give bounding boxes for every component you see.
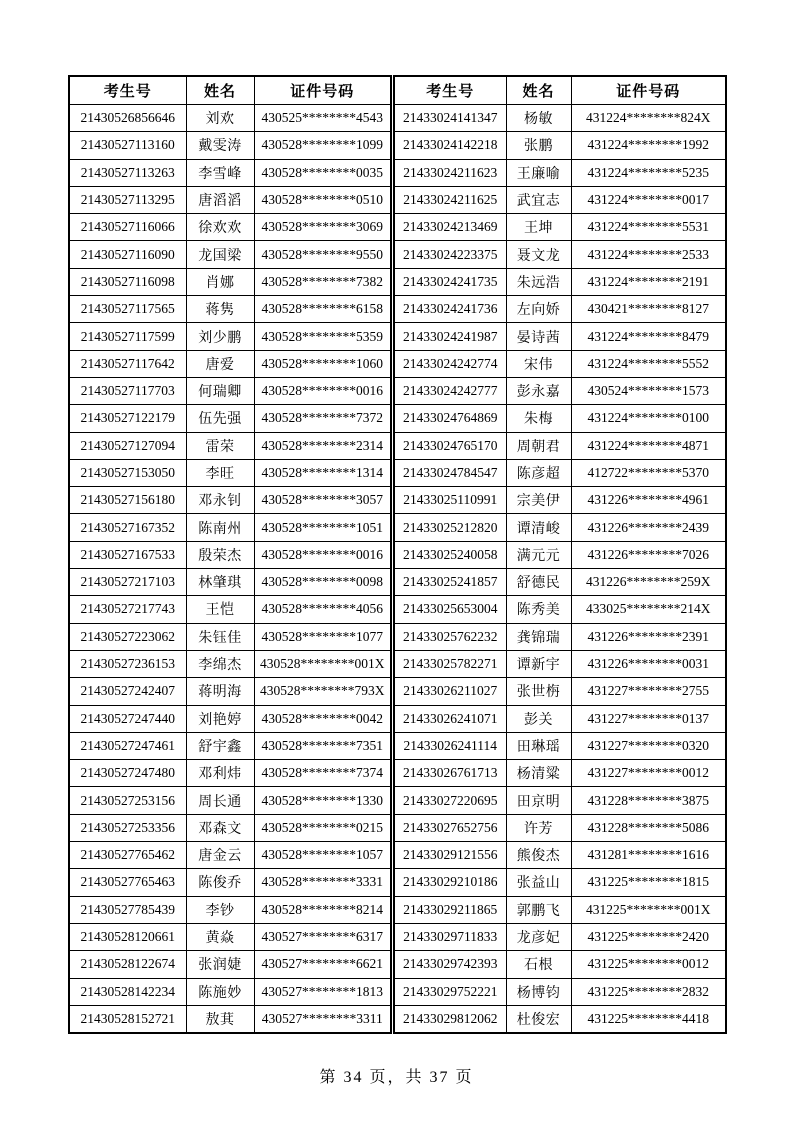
- name-cell: 朱梅: [506, 405, 571, 432]
- table-row: [69, 296, 391, 323]
- name-cell: 龚锦瑞: [506, 623, 571, 650]
- table-row: [69, 732, 391, 759]
- exam-number-cell: 21430527247480: [69, 760, 186, 787]
- name-cell: 刘欢: [186, 105, 254, 132]
- id-number-cell: 431227********0012: [571, 760, 726, 787]
- exam-number-cell: 21430527236153: [69, 650, 186, 677]
- exam-number-cell: 21433029742393: [394, 951, 506, 978]
- exam-number-cell: 21430527122179: [69, 405, 186, 432]
- name-cell: 许芳: [506, 814, 571, 841]
- exam-number-cell: 21430528152721: [69, 1005, 186, 1033]
- name-cell: 朱远浩: [506, 268, 571, 295]
- name-cell: 邓利炜: [186, 760, 254, 787]
- id-number-cell: 430528********0016: [254, 541, 391, 568]
- table-row: [69, 760, 391, 787]
- table-row: [69, 377, 391, 404]
- table-row: [69, 869, 391, 896]
- exam-number-cell: 21433024141347: [394, 105, 506, 132]
- table-row: [394, 159, 726, 186]
- id-number-cell: 431226********259X: [571, 569, 726, 596]
- table-row: [69, 186, 391, 213]
- table-row: [69, 459, 391, 486]
- name-cell: 戴雯涛: [186, 132, 254, 159]
- table-row: [394, 951, 726, 978]
- id-number-cell: 431226********2439: [571, 514, 726, 541]
- name-cell: 田京明: [506, 787, 571, 814]
- name-cell: 唐爱: [186, 350, 254, 377]
- exam-number-cell: 21433024241736: [394, 296, 506, 323]
- name-cell: 张鹏: [506, 132, 571, 159]
- table-row: [69, 241, 391, 268]
- id-number-cell: 430528********7382: [254, 268, 391, 295]
- name-cell: 熊俊杰: [506, 842, 571, 869]
- id-number-cell: 431225********2420: [571, 923, 726, 950]
- table-row: [69, 214, 391, 241]
- name-cell: 晏诗茜: [506, 323, 571, 350]
- id-number-cell: 431225********2832: [571, 978, 726, 1005]
- name-cell: 石根: [506, 951, 571, 978]
- table-row: [69, 1005, 391, 1033]
- id-number-cell: 430528********5359: [254, 323, 391, 350]
- id-number-cell: 431224********1992: [571, 132, 726, 159]
- table-row: [394, 186, 726, 213]
- table-row: [394, 923, 726, 950]
- exam-number-cell: 21430527113160: [69, 132, 186, 159]
- exam-number-cell: 21433024242777: [394, 377, 506, 404]
- exam-number-cell: 21430528142234: [69, 978, 186, 1005]
- table-row: [69, 323, 391, 350]
- exam-number-cell: 21433025782271: [394, 650, 506, 677]
- table-row: [394, 814, 726, 841]
- table-row: [69, 405, 391, 432]
- table-row: [394, 377, 726, 404]
- id-number-cell: 430528********8214: [254, 896, 391, 923]
- table-row: [394, 323, 726, 350]
- name-cell: 殷荣杰: [186, 541, 254, 568]
- id-number-cell: 430528********793X: [254, 678, 391, 705]
- exam-number-cell: 21430527765462: [69, 842, 186, 869]
- exam-number-cell: 21433024211625: [394, 186, 506, 213]
- table-row: [394, 487, 726, 514]
- table-row: [394, 978, 726, 1005]
- table-row: [394, 514, 726, 541]
- table-row: [69, 814, 391, 841]
- exam-number-cell: 21433027220695: [394, 787, 506, 814]
- exam-number-cell: 21433024213469: [394, 214, 506, 241]
- name-cell: 邓永钊: [186, 487, 254, 514]
- exam-number-cell: 21430526856646: [69, 105, 186, 132]
- exam-number-cell: 21433024764869: [394, 405, 506, 432]
- table-row: [69, 787, 391, 814]
- table-row: [394, 350, 726, 377]
- table-row: [394, 760, 726, 787]
- table-row: [69, 350, 391, 377]
- id-number-cell: 430528********3069: [254, 214, 391, 241]
- id-number-cell: 431224********0100: [571, 405, 726, 432]
- exam-number-cell: 21433026761713: [394, 760, 506, 787]
- name-cell: 伍先强: [186, 405, 254, 432]
- table-row: [394, 569, 726, 596]
- name-cell: 田琳瑶: [506, 732, 571, 759]
- exam-number-cell: 21430527223062: [69, 623, 186, 650]
- name-cell: 郭鹏飞: [506, 896, 571, 923]
- id-number-cell: 430528********001X: [254, 650, 391, 677]
- exam-number-cell: 21433026241071: [394, 705, 506, 732]
- id-number-cell: 430528********1099: [254, 132, 391, 159]
- name-cell: 徐欢欢: [186, 214, 254, 241]
- name-cell: 李绵杰: [186, 650, 254, 677]
- header-exam-number: 考生号: [69, 76, 186, 105]
- id-number-cell: 431224********5235: [571, 159, 726, 186]
- id-number-cell: 430527********6621: [254, 951, 391, 978]
- name-cell: 周朝君: [506, 432, 571, 459]
- exam-number-cell: 21433026211027: [394, 678, 506, 705]
- name-cell: 王坤: [506, 214, 571, 241]
- id-number-cell: 431227********2755: [571, 678, 726, 705]
- table-row: [394, 132, 726, 159]
- id-number-cell: 430527********3311: [254, 1005, 391, 1033]
- name-cell: 杨清粱: [506, 760, 571, 787]
- name-cell: 王廉喻: [506, 159, 571, 186]
- name-cell: 陈施妙: [186, 978, 254, 1005]
- id-number-cell: 431228********5086: [571, 814, 726, 841]
- id-number-cell: 431228********3875: [571, 787, 726, 814]
- exam-number-cell: 21433025762232: [394, 623, 506, 650]
- exam-number-cell: 21433024223375: [394, 241, 506, 268]
- id-number-cell: 431225********4418: [571, 1005, 726, 1033]
- table-row: [394, 214, 726, 241]
- id-number-cell: 430528********1314: [254, 459, 391, 486]
- name-cell: 彭永嘉: [506, 377, 571, 404]
- table-row: [69, 842, 391, 869]
- name-cell: 蒋明海: [186, 678, 254, 705]
- header-id-number: 证件号码: [254, 76, 391, 105]
- exam-number-cell: 21433029812062: [394, 1005, 506, 1033]
- id-number-cell: 431281********1616: [571, 842, 726, 869]
- exam-number-cell: 21433024242774: [394, 350, 506, 377]
- id-number-cell: 430528********0035: [254, 159, 391, 186]
- exam-number-cell: 21433029121556: [394, 842, 506, 869]
- name-cell: 龙彦妃: [506, 923, 571, 950]
- table-row: [394, 459, 726, 486]
- name-cell: 朱钰佳: [186, 623, 254, 650]
- header-name: 姓名: [186, 76, 254, 105]
- id-number-cell: 430528********1330: [254, 787, 391, 814]
- exam-number-cell: 21430527217103: [69, 569, 186, 596]
- name-cell: 唐金云: [186, 842, 254, 869]
- name-cell: 陈秀美: [506, 596, 571, 623]
- exam-number-cell: 21430527156180: [69, 487, 186, 514]
- name-cell: 武宜志: [506, 186, 571, 213]
- id-number-cell: 431224********4871: [571, 432, 726, 459]
- id-number-cell: 430528********0042: [254, 705, 391, 732]
- exam-number-cell: 21430527167533: [69, 541, 186, 568]
- exam-number-cell: 21433024241987: [394, 323, 506, 350]
- name-cell: 杨博钧: [506, 978, 571, 1005]
- exam-number-cell: 21430527253156: [69, 787, 186, 814]
- table-row: [394, 296, 726, 323]
- exam-number-cell: 21430528122674: [69, 951, 186, 978]
- name-cell: 陈俊乔: [186, 869, 254, 896]
- exam-number-cell: 21433024765170: [394, 432, 506, 459]
- table-header-row: [394, 76, 726, 105]
- table-row: [394, 405, 726, 432]
- name-cell: 邓森文: [186, 814, 254, 841]
- exam-number-cell: 21430527113295: [69, 186, 186, 213]
- exam-number-cell: 21433029711833: [394, 923, 506, 950]
- table-row: [69, 569, 391, 596]
- id-number-cell: 430528********1051: [254, 514, 391, 541]
- table-row: [394, 650, 726, 677]
- table-row: [69, 978, 391, 1005]
- table-row: [69, 541, 391, 568]
- id-number-cell: 431224********5531: [571, 214, 726, 241]
- name-cell: 敖萁: [186, 1005, 254, 1033]
- name-cell: 黄焱: [186, 923, 254, 950]
- name-cell: 雷荣: [186, 432, 254, 459]
- id-number-cell: 430528********7372: [254, 405, 391, 432]
- table-row: [69, 268, 391, 295]
- exam-number-cell: 21430527765463: [69, 869, 186, 896]
- candidate-roster: [68, 75, 727, 1034]
- id-number-cell: 431227********0137: [571, 705, 726, 732]
- id-number-cell: 430525********4543: [254, 105, 391, 132]
- id-number-cell: 431226********0031: [571, 650, 726, 677]
- exam-number-cell: 21433025241857: [394, 569, 506, 596]
- id-number-cell: 430524********1573: [571, 377, 726, 404]
- name-cell: 张世栴: [506, 678, 571, 705]
- id-number-cell: 412722********5370: [571, 459, 726, 486]
- exam-number-cell: 21430527113263: [69, 159, 186, 186]
- id-number-cell: 430528********0016: [254, 377, 391, 404]
- name-cell: 张益山: [506, 869, 571, 896]
- table-row: [394, 432, 726, 459]
- name-cell: 宗美伊: [506, 487, 571, 514]
- table-row: [394, 1005, 726, 1033]
- table-row: [394, 842, 726, 869]
- name-cell: 宋伟: [506, 350, 571, 377]
- table-row: [69, 896, 391, 923]
- table-row: [69, 951, 391, 978]
- id-number-cell: 430528********1060: [254, 350, 391, 377]
- table-row: [394, 268, 726, 295]
- candidate-table-left: [68, 75, 392, 1034]
- id-number-cell: 431224********8479: [571, 323, 726, 350]
- name-cell: 唐滔滔: [186, 186, 254, 213]
- id-number-cell: 430528********2314: [254, 432, 391, 459]
- name-cell: 舒德民: [506, 569, 571, 596]
- exam-number-cell: 21433025212820: [394, 514, 506, 541]
- exam-number-cell: 21430527116066: [69, 214, 186, 241]
- header-exam-number: 考生号: [394, 76, 506, 105]
- name-cell: 王恺: [186, 596, 254, 623]
- header-id-number: 证件号码: [571, 76, 726, 105]
- id-number-cell: 431227********0320: [571, 732, 726, 759]
- name-cell: 舒宇鑫: [186, 732, 254, 759]
- table-row: [394, 623, 726, 650]
- name-cell: 李雪峰: [186, 159, 254, 186]
- table-row: [394, 869, 726, 896]
- exam-number-cell: 21433025240058: [394, 541, 506, 568]
- id-number-cell: 430528********7351: [254, 732, 391, 759]
- id-number-cell: 430528********6158: [254, 296, 391, 323]
- name-cell: 陈彦超: [506, 459, 571, 486]
- table-row: [394, 541, 726, 568]
- exam-number-cell: 21433026241114: [394, 732, 506, 759]
- exam-number-cell: 21433029211865: [394, 896, 506, 923]
- table-row: [394, 732, 726, 759]
- id-number-cell: 431226********7026: [571, 541, 726, 568]
- id-number-cell: 430527********1813: [254, 978, 391, 1005]
- name-cell: 龙国梁: [186, 241, 254, 268]
- table-body-right: [394, 105, 726, 1034]
- id-number-cell: 430528********3331: [254, 869, 391, 896]
- id-number-cell: 430528********0098: [254, 569, 391, 596]
- table-row: [394, 678, 726, 705]
- name-cell: 肖娜: [186, 268, 254, 295]
- exam-number-cell: 21430527117565: [69, 296, 186, 323]
- exam-number-cell: 21430528120661: [69, 923, 186, 950]
- id-number-cell: 431224********2191: [571, 268, 726, 295]
- name-cell: 张润婕: [186, 951, 254, 978]
- name-cell: 谭清峻: [506, 514, 571, 541]
- name-cell: 彭关: [506, 705, 571, 732]
- id-number-cell: 430528********0510: [254, 186, 391, 213]
- id-number-cell: 430528********3057: [254, 487, 391, 514]
- id-number-cell: 430528********4056: [254, 596, 391, 623]
- table-row: [394, 596, 726, 623]
- exam-number-cell: 21430527117642: [69, 350, 186, 377]
- name-cell: 满元元: [506, 541, 571, 568]
- exam-number-cell: 21430527247440: [69, 705, 186, 732]
- exam-number-cell: 21430527117599: [69, 323, 186, 350]
- name-cell: 谭新宇: [506, 650, 571, 677]
- name-cell: 聂文龙: [506, 241, 571, 268]
- name-cell: 杨敏: [506, 105, 571, 132]
- name-cell: 陈南州: [186, 514, 254, 541]
- table-header-row: [69, 76, 391, 105]
- id-number-cell: 433025********214X: [571, 596, 726, 623]
- page-number-indicator: 第 34 页，共 37 页: [319, 1069, 474, 1086]
- exam-number-cell: 21430527153050: [69, 459, 186, 486]
- name-cell: 刘艳婷: [186, 705, 254, 732]
- table-row: [69, 487, 391, 514]
- table-row: [394, 896, 726, 923]
- id-number-cell: 431224********2533: [571, 241, 726, 268]
- id-number-cell: 431224********5552: [571, 350, 726, 377]
- name-cell: 何瑞卿: [186, 377, 254, 404]
- name-cell: 林肇琪: [186, 569, 254, 596]
- name-cell: 杜俊宏: [506, 1005, 571, 1033]
- name-cell: 李旺: [186, 459, 254, 486]
- exam-number-cell: 21433027652756: [394, 814, 506, 841]
- header-name: 姓名: [506, 76, 571, 105]
- name-cell: 李钞: [186, 896, 254, 923]
- exam-number-cell: 21430527247461: [69, 732, 186, 759]
- table-row: [69, 159, 391, 186]
- exam-number-cell: 21433029210186: [394, 869, 506, 896]
- table-row: [394, 105, 726, 132]
- exam-number-cell: 21433025110991: [394, 487, 506, 514]
- exam-number-cell: 21430527242407: [69, 678, 186, 705]
- id-number-cell: 430528********1057: [254, 842, 391, 869]
- id-number-cell: 431224********0017: [571, 186, 726, 213]
- name-cell: 左向娇: [506, 296, 571, 323]
- table-row: [69, 678, 391, 705]
- exam-number-cell: 21430527253356: [69, 814, 186, 841]
- id-number-cell: 431225********0012: [571, 951, 726, 978]
- id-number-cell: 430528********9550: [254, 241, 391, 268]
- name-cell: 蒋隽: [186, 296, 254, 323]
- table-row: [69, 596, 391, 623]
- id-number-cell: 430528********0215: [254, 814, 391, 841]
- candidate-table-right: [393, 75, 727, 1034]
- table-row: [394, 241, 726, 268]
- exam-number-cell: 21433024241735: [394, 268, 506, 295]
- exam-number-cell: 21433025653004: [394, 596, 506, 623]
- exam-number-cell: 21430527116098: [69, 268, 186, 295]
- table-row: [69, 650, 391, 677]
- exam-number-cell: 21433029752221: [394, 978, 506, 1005]
- exam-number-cell: 21430527167352: [69, 514, 186, 541]
- id-number-cell: 430528********1077: [254, 623, 391, 650]
- table-row: [69, 923, 391, 950]
- table-row: [69, 432, 391, 459]
- table-row: [69, 132, 391, 159]
- id-number-cell: 430421********8127: [571, 296, 726, 323]
- table-row: [394, 787, 726, 814]
- exam-number-cell: 21430527785439: [69, 896, 186, 923]
- exam-number-cell: 21430527127094: [69, 432, 186, 459]
- id-number-cell: 430528********7374: [254, 760, 391, 787]
- id-number-cell: 430527********6317: [254, 923, 391, 950]
- name-cell: 周长通: [186, 787, 254, 814]
- exam-number-cell: 21433024211623: [394, 159, 506, 186]
- table-row: [69, 514, 391, 541]
- table-row: [394, 705, 726, 732]
- table-row: [69, 623, 391, 650]
- exam-number-cell: 21433024784547: [394, 459, 506, 486]
- name-cell: 刘少鹏: [186, 323, 254, 350]
- exam-number-cell: 21430527116090: [69, 241, 186, 268]
- exam-number-cell: 21430527217743: [69, 596, 186, 623]
- id-number-cell: 431224********824X: [571, 105, 726, 132]
- id-number-cell: 431226********2391: [571, 623, 726, 650]
- id-number-cell: 431226********4961: [571, 487, 726, 514]
- id-number-cell: 431225********1815: [571, 869, 726, 896]
- table-row: [69, 105, 391, 132]
- table-body-left: [69, 105, 391, 1034]
- table-row: [69, 705, 391, 732]
- id-number-cell: 431225********001X: [571, 896, 726, 923]
- exam-number-cell: 21433024142218: [394, 132, 506, 159]
- exam-number-cell: 21430527117703: [69, 377, 186, 404]
